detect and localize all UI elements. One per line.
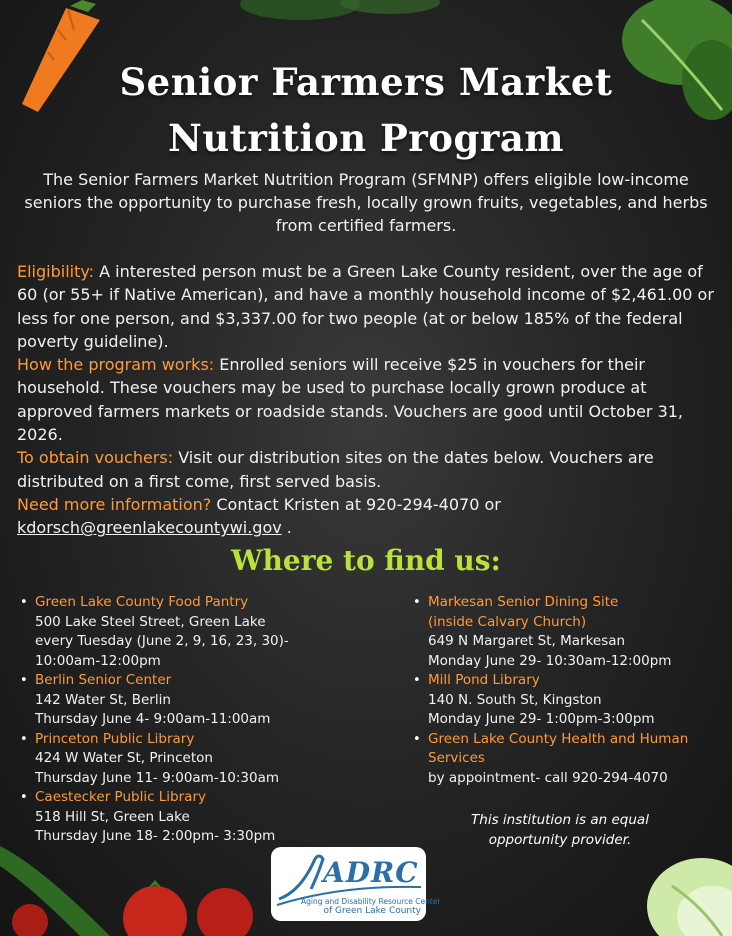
more-info-text: Contact Kristen at 920-294-4070 or <box>211 494 501 514</box>
equal-opportunity-statement <box>430 810 690 850</box>
bullet-icon: • <box>413 731 421 747</box>
bullet-icon: • <box>413 673 421 688</box>
eligibility-text: A interested person must be a Green Lake County resident, over the age of 60 (or 55+ if Native American), and have a monthly household income of $2,461.00 or less for one person, and $3,337.00 for two people (at or below 185% of the federal poverty guideline). <box>17 262 714 351</box>
bullet-icon: • <box>20 673 28 688</box>
site-item <box>20 671 310 730</box>
site-line: every Tuesday (June 2, 9, 16, 23, 30)- <box>35 633 289 649</box>
page-title <box>0 54 732 166</box>
adrc-logo <box>271 847 441 921</box>
herb-leaf-illustration <box>240 0 440 34</box>
site-item <box>20 593 310 671</box>
how-it-works-paragraph <box>17 353 717 446</box>
distribution-sites-left <box>20 593 310 847</box>
site-name: Caestecker Public Library <box>35 789 206 805</box>
site-line: Thursday June 18- 2:00pm- 3:30pm <box>35 828 276 844</box>
how-it-works-text: Enrolled seniors will receive $25 in vouchers for their household. These vouchers may be used to purchase locally grown produce at approved farmers markets or roadside stands. Vouchers are good until October 31, 2026. <box>17 355 684 445</box>
bullet-icon: • <box>413 595 421 610</box>
site-line: 518 Hill St, Green Lake <box>35 808 190 825</box>
obtain-vouchers-label: To obtain vouchers: <box>17 448 174 468</box>
how-it-works-label: How the program works: <box>17 355 215 375</box>
adrc-logo-mark: ADRC <box>323 856 419 889</box>
more-info-after: . <box>281 518 292 538</box>
site-line: Thursday June 11- 9:00am-10:30am <box>35 769 280 786</box>
site-line: 142 Water St, Berlin <box>35 691 171 708</box>
site-line: 649 N Margaret St, Markesan <box>428 633 626 649</box>
title-line-2: Nutrition Program <box>168 116 564 160</box>
site-name: Mill Pond Library <box>428 672 540 688</box>
bullet-icon: • <box>20 731 28 747</box>
site-line: Monday June 29- 10:30am-12:00pm <box>428 652 672 669</box>
obtain-vouchers-paragraph <box>17 446 717 493</box>
title-line-1: Senior Farmers Market <box>119 60 613 104</box>
eligibility-label: Eligibility: <box>17 262 95 281</box>
site-name: Princeton Public Library <box>35 730 195 747</box>
adrc-logo-subtitle: Aging and Disability Resource Center <box>301 897 441 906</box>
eligibility-paragraph <box>17 260 717 353</box>
site-line: by appointment- call 920-294-4070 <box>428 769 668 786</box>
site-name: Green Lake County Health and Human <box>428 730 689 747</box>
more-info-label: Need more information? <box>17 494 212 514</box>
site-item <box>413 593 723 671</box>
contact-email-link[interactable]: kdorsch@greenlakecountywi.gov <box>17 518 282 538</box>
intro-paragraph: The Senior Farmers Market Nutrition Program (SFMNP) offers eligible low-income seniors the opportunity to purchase fresh, locally grown fruits, vegetables, and herbs from certified farmers. <box>24 170 708 235</box>
site-item <box>413 671 723 730</box>
more-info-paragraph <box>17 493 717 540</box>
site-item <box>413 730 723 789</box>
site-line: 10:00am-12:00pm <box>35 652 161 669</box>
site-name: Berlin Senior Center <box>35 672 172 688</box>
site-name-continued: Services <box>428 750 485 766</box>
bullet-icon: • <box>20 790 28 805</box>
site-line: 500 Lake Steel Street, Green Lake <box>35 613 266 630</box>
program-details <box>17 260 717 540</box>
equal-opportunity-line-1: This institution is an equal <box>471 812 649 828</box>
site-line: 424 W Water St, Princeton <box>35 750 213 766</box>
site-item <box>20 730 310 789</box>
equal-opportunity-line-2: opportunity provider. <box>488 832 632 848</box>
bullet-icon: • <box>20 595 28 610</box>
site-line: Thursday June 4- 9:00am-11:00am <box>35 711 271 727</box>
site-name: Markesan Senior Dining Site <box>428 594 619 610</box>
distribution-sites-right <box>413 593 723 788</box>
site-item <box>20 788 310 847</box>
site-line: 140 N. South St, Kingston <box>428 691 602 708</box>
site-name-continued: (inside Calvary Church) <box>428 613 587 630</box>
where-to-find-us-heading: Where to find us: <box>231 544 501 577</box>
adrc-logo-county: of Green Lake County <box>323 906 421 916</box>
obtain-vouchers-text: Visit our distribution sites on the dates below. Vouchers are distributed on a first come, first served basis. <box>17 448 654 491</box>
site-line: Monday June 29- 1:00pm-3:00pm <box>428 711 655 727</box>
site-name: Green Lake County Food Pantry <box>35 594 249 610</box>
